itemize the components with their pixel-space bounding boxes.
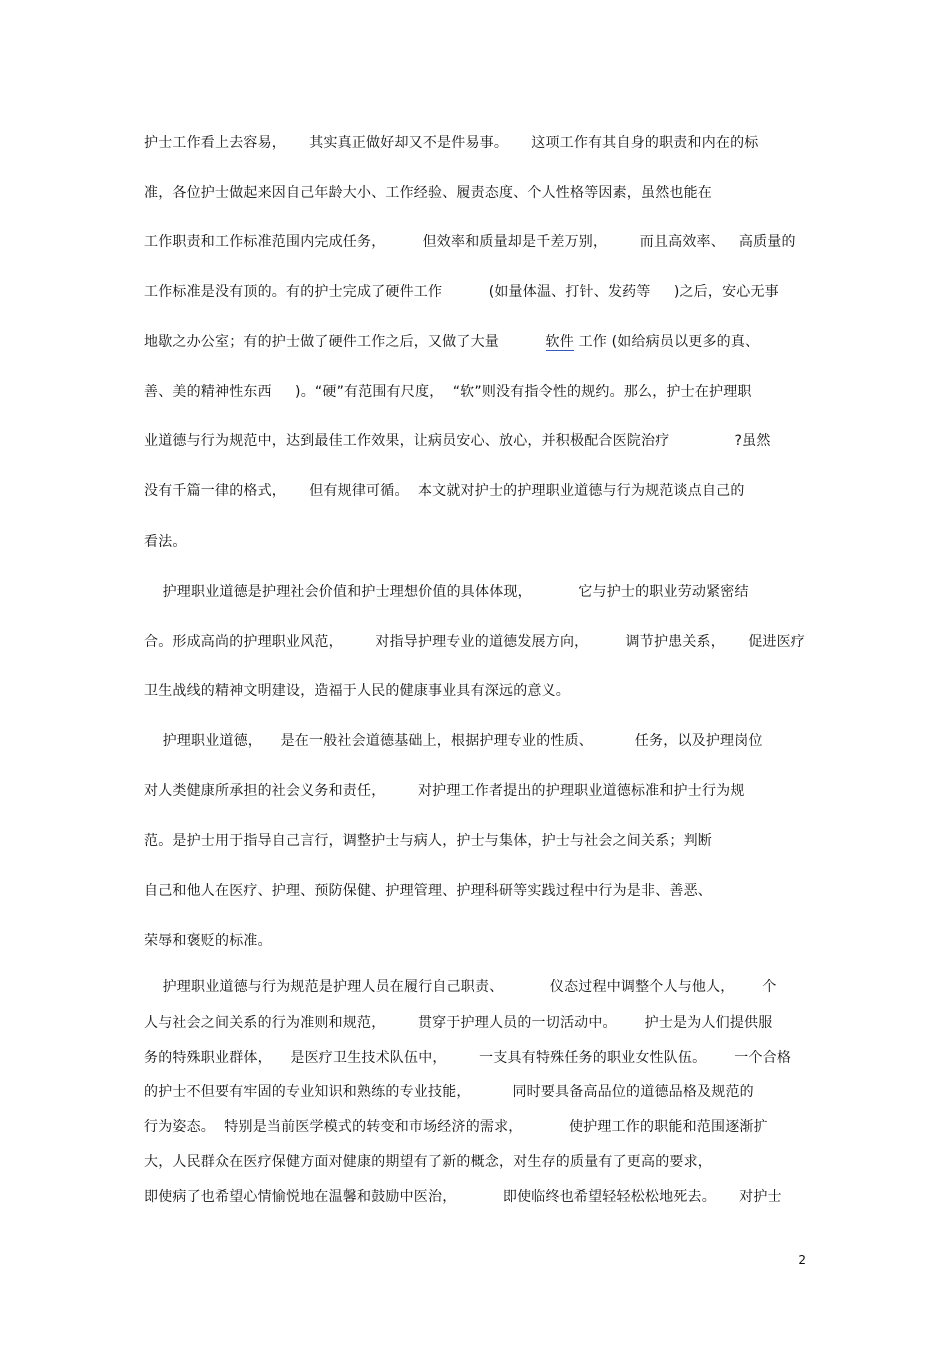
text-line: 工作职责和工作标准范围内完成任务， 但效率和质量却是千差万别， 而且高效率、 高质量的: [144, 234, 796, 250]
text-line: 护理职业道德与行为规范是护理人员在履行自己职责、 仪态过程中调整个人与他人， 个: [144, 979, 777, 995]
text-line: 合。形成高尚的护理职业风范， 对指导护理专业的道德发展方向， 调节护患关系， 促进医疗: [144, 634, 806, 650]
text-line: 的护士不但要有牢固的专业知识和熟练的专业技能， 同时要具备高品位的道德品格及规范的: [144, 1084, 754, 1100]
text-line: 行为姿态。 特别是当前医学模式的转变和市场经济的需求， 使护理工作的职能和范围逐渐扩: [144, 1119, 768, 1135]
text-line: 范。是护士用于指导自己言行，调整护士与病人，护士与集体，护士与社会之间关系；判断: [144, 833, 712, 849]
text-line: 即使病了也希望心情愉悦地在温馨和鼓励中医治， 即使临终也希望轻轻松松地死去。 对护士: [144, 1189, 782, 1205]
text-line: 护理职业道德是护理社会价值和护士理想价值的具体体现， 它与护士的职业劳动紧密结: [144, 584, 749, 600]
text-segment: 工作 (如给病员以更多的真、: [573, 334, 760, 350]
text-line: [144, 333, 759, 351]
page-number: 2: [798, 1253, 806, 1267]
text-line: 准，各位护士做起来因自己年龄大小、工作经验、履责态度、个人性格等因素，虽然也能在: [144, 185, 712, 201]
text-line: 卫生战线的精神文明建设，造福于人民的健康事业具有深远的意义。: [144, 683, 570, 699]
text-line: 护理职业道德， 是在一般社会道德基础上，根据护理专业的性质、 任务，以及护理岗位: [144, 733, 763, 749]
text-segment: 地歇之办公室；有的护士做了硬件工作之后，又做了大量: [144, 334, 546, 350]
text-line: 对人类健康所承担的社会义务和责任， 对护理工作者提出的护理职业道德标准和护士行为规: [144, 783, 745, 799]
text-line: 善、美的精神性东西 )。“硬”有范围有尺度， “软”则没有指令性的规约。那么，护士在护理职: [144, 384, 752, 400]
text-line: 护士工作看上去容易， 其实真正做好却又不是件易事。 这项工作有其自身的职责和内在的标: [144, 135, 759, 151]
software-link[interactable]: 软件: [545, 334, 574, 350]
text-line: 看法。: [144, 534, 187, 550]
text-line: 务的特殊职业群体， 是医疗卫生技术队伍中， 一支具有特殊任务的职业女性队伍。 一个合格: [144, 1050, 792, 1066]
text-line: 荣辱和褒贬的标准。: [144, 933, 272, 949]
text-line: 自己和他人在医疗、护理、预防保健、护理管理、护理科研等实践过程中行为是非、善恶、: [144, 883, 712, 899]
text-line: 人与社会之间关系的行为准则和规范， 贯穿于护理人员的一切活动中。 护士是为人们提供服: [144, 1015, 773, 1031]
text-line: 业道德与行为规范中，达到最佳工作效果，让病员安心、放心，并积极配合医院治疗 ?虽然: [144, 433, 771, 449]
text-line: 大，人民群众在医疗保健方面对健康的期望有了新的概念，对生存的质量有了更高的要求，: [144, 1154, 712, 1170]
text-line: 工作标准是没有顶的。有的护士完成了硬件工作 (如量体温、打针、发药等 )之后，安心无事: [144, 284, 779, 300]
text-line: 没有千篇一律的格式， 但有规律可循。 本文就对护士的护理职业道德与行为规范谈点自己的: [144, 483, 745, 499]
